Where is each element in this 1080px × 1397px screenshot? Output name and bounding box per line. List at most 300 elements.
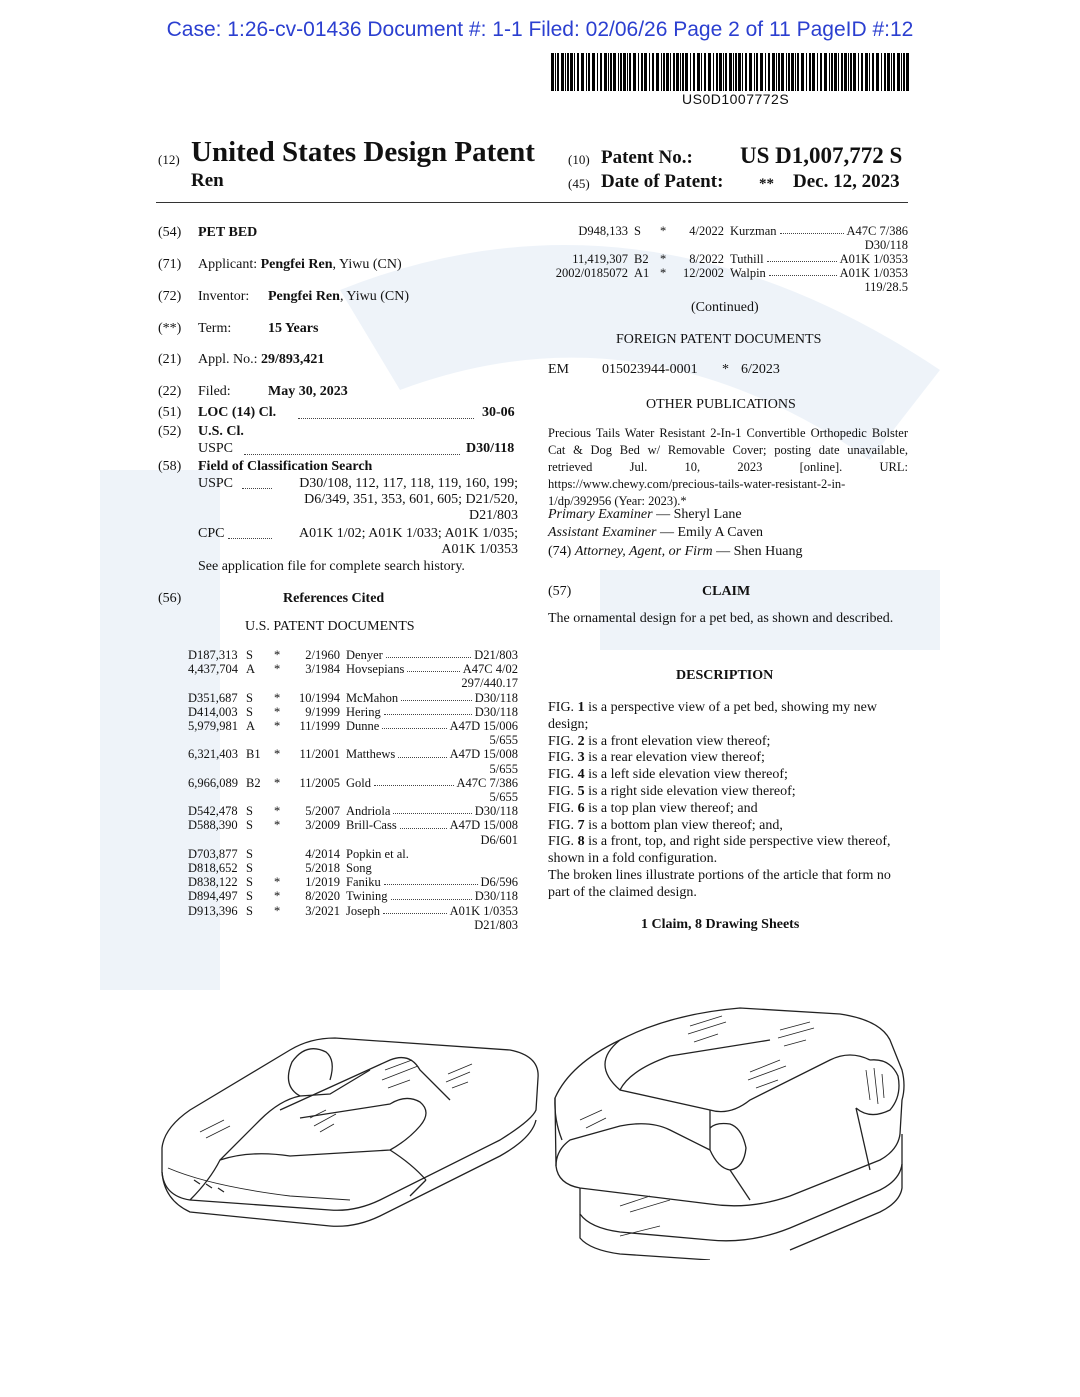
reference-name: Popkin et al. <box>346 846 409 861</box>
reference-leader-dots <box>767 252 837 262</box>
field-54-code: (54) <box>158 225 182 240</box>
barcode-bar <box>850 53 852 91</box>
reference-kind: A1 <box>634 266 650 280</box>
reference-class: A47C 7/386 <box>846 224 908 238</box>
description-line <box>548 818 908 835</box>
barcode-bar <box>733 53 734 91</box>
reference-number: 4,437,704 <box>188 662 238 677</box>
figure-number: 4 <box>577 767 585 783</box>
reference-name-group <box>346 747 518 761</box>
barcode-bar <box>749 53 752 91</box>
continued-reference-row <box>552 224 908 238</box>
figure-number: 5 <box>577 783 585 799</box>
barcode-bar <box>586 53 587 91</box>
description-text: is a rear elevation view thereof; <box>584 750 765 766</box>
fold-configuration-drawing <box>555 1008 904 1260</box>
reference-name-group <box>346 776 518 790</box>
reference-name: Song <box>346 861 372 876</box>
reference-name: Faniku <box>346 875 381 890</box>
reference-name-group <box>346 889 518 903</box>
description-prefix: FIG. <box>548 733 578 749</box>
continued-label: (Continued) <box>691 300 759 315</box>
reference-name: McMahon <box>346 690 399 705</box>
barcode-bar <box>570 53 573 91</box>
reference-row <box>188 747 518 761</box>
description-list <box>548 700 908 902</box>
reference-class: A01K 1/0353 <box>839 252 908 266</box>
primary-examiner-label: Primary Examiner <box>548 507 653 522</box>
barcode-bar <box>820 53 822 91</box>
reference-leader-dots <box>384 875 478 885</box>
code-10: (10) <box>568 152 590 167</box>
barcode-bar <box>735 53 737 91</box>
barcode-bar <box>865 53 868 91</box>
uspc-label: USPC <box>198 441 234 456</box>
reference-name-group <box>346 847 518 861</box>
reference-leader-dots <box>386 648 471 658</box>
reference-name-group <box>346 691 518 705</box>
pet-bed-drawings <box>150 1000 920 1260</box>
loc-value: 30-06 <box>482 405 515 420</box>
reference-name-group <box>346 719 518 733</box>
barcode-bar <box>663 53 665 91</box>
barcode-bar <box>824 53 827 91</box>
reference-star: * <box>274 903 281 918</box>
barcode-bar <box>887 53 890 91</box>
reference-number: D414,003 <box>188 704 238 719</box>
barcode-bar <box>729 53 732 91</box>
barcode-bar <box>581 53 584 91</box>
reference-star: * <box>274 804 281 819</box>
barcode-bar <box>872 53 874 91</box>
reference-name: Matthews <box>346 747 396 762</box>
primary-examiner-field <box>548 507 742 523</box>
barcode-bar <box>797 53 799 91</box>
reference-star: * <box>660 252 667 266</box>
reference-class: D30/118 <box>474 889 518 904</box>
primary-examiner-name: — Sheryl Lane <box>656 507 742 522</box>
barcode-image <box>551 53 911 91</box>
barcode-bar <box>829 53 830 91</box>
reference-number: 11,419,307 <box>572 252 628 266</box>
reference-name: Dunne <box>346 719 380 734</box>
us-patent-documents-label: U.S. PATENT DOCUMENTS <box>245 619 415 634</box>
reference-name-group <box>346 861 518 875</box>
barcode-bar <box>666 53 669 91</box>
applicant-location: , Yiwu (CN) <box>332 257 402 272</box>
barcode-bar <box>788 53 790 91</box>
patent-number: US D1,007,772 S <box>740 143 903 168</box>
description-prefix: FIG. <box>548 800 578 816</box>
reference-kind: A <box>246 662 256 677</box>
reference-name-group <box>346 804 518 818</box>
barcode-bar <box>809 53 811 91</box>
reference-number: D542,478 <box>188 804 238 819</box>
reference-leader-dots <box>382 719 446 729</box>
claim-code: (57) <box>548 584 572 599</box>
reference-leader-dots <box>401 691 472 701</box>
claim-text: The ornamental design for a pet bed, as shown and described. <box>548 611 894 626</box>
barcode-bar <box>756 53 758 91</box>
reference-date: 8/2022 <box>689 252 724 266</box>
description-text: is a left side elevation view thereof; <box>584 767 788 783</box>
description-line <box>548 767 908 784</box>
reference-kind: S <box>246 903 253 918</box>
reference-date: 12/2002 <box>683 266 724 280</box>
reference-star: * <box>274 648 281 662</box>
reference-subclass: 5/655 <box>489 790 518 805</box>
barcode-bar <box>848 53 849 91</box>
figure-number: 6 <box>577 800 585 816</box>
barcode-bar <box>719 53 722 91</box>
reference-star: * <box>274 690 281 705</box>
foreign-number: 015023944-0001 <box>602 362 698 377</box>
reference-class: A01K 1/0353 <box>449 903 518 918</box>
reference-leader-dots <box>769 266 837 276</box>
reference-star: * <box>274 704 281 719</box>
barcode-bar <box>693 53 695 91</box>
search-cpc-line-1: A01K 1/02; A01K 1/033; A01K 1/035; <box>299 526 518 541</box>
field-51-code: (51) <box>158 405 182 420</box>
reference-class: D30/118 <box>474 804 518 819</box>
barcode-bar <box>795 53 796 91</box>
reference-kind: S <box>246 704 253 719</box>
document-title: United States Design Patent <box>191 136 535 168</box>
description-text: is a front, top, and right side perspective view thereof, shown in a fold configuration. <box>548 834 891 867</box>
reference-star: * <box>274 662 281 677</box>
reference-leader-dots <box>393 804 471 814</box>
attorney-code: (74) <box>548 544 572 559</box>
reference-date: 4/2022 <box>689 224 724 238</box>
reference-class: A01K 1/0353 <box>839 266 908 280</box>
barcode-bar <box>597 53 598 91</box>
barcode-bar <box>716 53 718 91</box>
description-text: is a bottom plan view thereof; and, <box>584 817 783 833</box>
code-12: (12) <box>158 152 180 167</box>
barcode-bar <box>608 53 609 91</box>
reference-row <box>188 648 518 662</box>
applicant-label: Applicant: <box>198 257 258 272</box>
barcode-bar <box>760 53 763 91</box>
reference-row <box>188 818 518 832</box>
reference-name-group <box>346 662 518 676</box>
description-line <box>548 868 908 902</box>
barcode-bar <box>791 53 794 91</box>
reference-subclass: D6/601 <box>480 832 518 847</box>
barcode-bar <box>588 53 590 91</box>
barcode-bar <box>786 53 787 91</box>
barcode-bar <box>644 53 647 91</box>
reference-kind: S <box>246 889 253 904</box>
barcode-bar <box>891 53 892 91</box>
reference-date: 10/1994 <box>299 690 340 705</box>
reference-kind: S <box>634 224 641 238</box>
figure-number: 8 <box>577 834 585 850</box>
barcode-bar <box>725 53 727 91</box>
barcode-bar <box>876 53 879 91</box>
reference-name-group <box>730 224 908 238</box>
reference-number: 6,966,089 <box>188 775 238 790</box>
barcode-bar <box>685 53 688 91</box>
filed-value: May 30, 2023 <box>268 384 348 399</box>
pet-bed-drawing-svg <box>150 1000 920 1260</box>
attorney-name: — Shen Huang <box>716 544 803 559</box>
barcode-bar <box>742 53 743 91</box>
loc-leader-dots <box>298 418 474 419</box>
reference-star <box>274 847 288 861</box>
reference-number: D948,133 <box>578 224 628 238</box>
reference-class: D30/118 <box>474 690 518 705</box>
description-line <box>548 834 908 868</box>
barcode-bar <box>841 53 843 91</box>
reference-star: * <box>274 747 281 762</box>
description-prefix: FIG. <box>548 834 578 850</box>
reference-date: 11/2005 <box>299 775 340 790</box>
reference-date: 3/2021 <box>305 903 340 918</box>
assistant-examiner-label: Assistant Examiner <box>548 525 657 540</box>
search-cpc-line-2: A01K 1/0353 <box>441 542 518 557</box>
reference-row <box>188 691 518 705</box>
reference-name: Joseph <box>346 903 381 918</box>
continued-reference-row <box>552 266 908 280</box>
reference-leader-dots <box>780 224 844 234</box>
reference-name: Walpin <box>730 266 766 280</box>
reference-leader-dots <box>384 705 472 715</box>
reference-star: * <box>660 224 667 238</box>
barcode-bar <box>884 53 886 91</box>
reference-subclass: 5/655 <box>489 761 518 776</box>
description-line <box>548 801 908 818</box>
barcode-bar <box>610 53 612 91</box>
reference-kind: B1 <box>246 747 261 762</box>
reference-name: Gold <box>346 775 371 790</box>
reference-kind: S <box>246 861 253 876</box>
reference-number: D913,396 <box>188 903 238 918</box>
reference-star: * <box>274 889 281 904</box>
reference-date: 5/2018 <box>305 861 340 876</box>
reference-name: Kurzman <box>730 224 777 238</box>
barcode-bar <box>682 53 684 91</box>
reference-date: 2/1960 <box>305 648 340 662</box>
uspc-value: D30/118 <box>466 441 515 456</box>
barcode-bar <box>697 53 700 91</box>
barcode-bar <box>577 53 579 91</box>
barcode-bar <box>745 53 747 91</box>
flat-configuration-drawing <box>162 1038 538 1226</box>
barcode-bar <box>600 53 602 91</box>
applicant-field <box>198 257 402 273</box>
reference-class: A47C 4/02 <box>462 662 518 677</box>
claims-sheets-count: 1 Claim, 8 Drawing Sheets <box>641 917 800 932</box>
date-stars: ** <box>759 176 774 192</box>
barcode-bar <box>701 53 702 91</box>
description-text: The broken lines illustrate portions of the article that form no part of the claimed design. <box>548 867 891 900</box>
barcode-bar <box>629 53 631 91</box>
barcode-bar <box>831 53 833 91</box>
reference-name-group <box>346 705 518 719</box>
barcode-bar <box>817 53 818 91</box>
barcode-bar <box>561 53 564 91</box>
barcode-bar <box>738 53 741 91</box>
barcode-bar <box>881 53 882 91</box>
barcode-bar <box>765 53 766 91</box>
barcode-bar <box>567 53 569 91</box>
reference-leader-dots <box>391 889 472 899</box>
applicant-name: Pengfei Ren <box>260 257 333 272</box>
search-uspc-line-3: D21/803 <box>469 508 518 523</box>
reference-row <box>188 804 518 818</box>
code-45: (45) <box>568 176 590 191</box>
barcode-bar <box>574 53 575 91</box>
barcode-bar <box>623 53 626 91</box>
barcode-bar <box>869 53 870 91</box>
field-22-code: (22) <box>158 384 182 399</box>
inventor-surname: Ren <box>191 170 224 191</box>
reference-class: D6/596 <box>480 875 518 890</box>
barcode-bar <box>861 53 863 91</box>
reference-class: D30/118 <box>474 704 518 719</box>
reference-class: A47D 15/008 <box>449 818 518 833</box>
reference-kind: B2 <box>246 775 261 790</box>
barcode-text: US0D1007772S <box>682 91 790 107</box>
reference-kind: S <box>246 648 253 662</box>
barcode-bar <box>834 53 837 91</box>
barcode-bar <box>901 53 902 91</box>
inventor-field <box>268 289 409 305</box>
barcode-bar <box>656 53 659 91</box>
barcode-bar <box>772 53 775 91</box>
other-publications-label: OTHER PUBLICATIONS <box>646 397 796 412</box>
search-uspc-label: USPC <box>198 476 234 491</box>
reference-name-group <box>730 252 908 266</box>
barcode-bar <box>673 53 675 91</box>
search-cpc-dots <box>228 538 272 539</box>
reference-row <box>188 719 518 733</box>
barcode-bar <box>903 53 905 91</box>
term-value: 15 Years <box>268 321 319 336</box>
field-21-code: (21) <box>158 352 182 367</box>
barcode-bar <box>641 53 643 91</box>
figure-number: 3 <box>577 750 585 766</box>
barcode-bar <box>858 53 859 91</box>
reference-name: Twining <box>346 889 388 904</box>
inventor-name: Pengfei Ren <box>268 289 340 304</box>
patent-no-label: Patent No.: <box>601 147 693 168</box>
claim-label: CLAIM <box>702 584 751 599</box>
reference-name: Hering <box>346 704 381 719</box>
reference-name: Hovsepians <box>346 662 405 677</box>
reference-date: 1/2019 <box>305 875 340 890</box>
reference-kind: B2 <box>634 252 649 266</box>
reference-name-group <box>346 904 518 918</box>
search-history-note: See application file for complete search history. <box>198 559 465 574</box>
reference-star: * <box>274 719 281 734</box>
description-prefix: FIG. <box>548 767 578 783</box>
attorney-label: Attorney, Agent, or Firm <box>574 544 713 559</box>
us-references-list <box>188 648 518 932</box>
barcode-bar <box>708 53 711 91</box>
reference-row <box>188 904 518 918</box>
reference-star <box>274 861 288 875</box>
reference-subclass: 5/655 <box>489 733 518 748</box>
description-prefix: FIG. <box>548 783 578 799</box>
reference-date: 9/1999 <box>305 704 340 719</box>
invention-title: PET BED <box>198 225 258 240</box>
inventor-location: , Yiwu (CN) <box>339 289 410 304</box>
barcode-bar <box>613 53 616 91</box>
barcode-bar <box>723 53 724 91</box>
reference-number: D703,877 <box>188 846 238 861</box>
reference-subclass: D21/803 <box>474 917 518 932</box>
barcode-bar <box>680 53 681 91</box>
field-56-code: (56) <box>158 591 182 606</box>
reference-number: D894,497 <box>188 889 238 904</box>
reference-star: * <box>274 875 281 890</box>
barcode-bar <box>893 53 895 91</box>
references-cited-label: References Cited <box>283 591 385 606</box>
figure-number: 7 <box>577 817 585 833</box>
reference-number: D838,122 <box>188 875 238 890</box>
reference-kind: S <box>246 846 253 861</box>
case-header-line: Case: 1:26-cv-01436 Document #: 1-1 Filed: 02/06/26 Page 2 of 11 PageID #:12 <box>166 18 914 41</box>
foreign-date: 6/2023 <box>741 362 780 377</box>
reference-row <box>188 889 518 903</box>
term-label: Term: <box>198 321 232 336</box>
reference-class: A47D 15/008 <box>449 747 518 762</box>
reference-number: D818,652 <box>188 861 238 876</box>
inventor-label: Inventor: <box>198 289 250 304</box>
barcode-bar <box>704 53 706 91</box>
reference-row <box>188 662 518 676</box>
reference-star: * <box>274 818 281 833</box>
reference-leader-dots <box>398 747 446 757</box>
reference-number: D588,390 <box>188 818 238 833</box>
reference-name-group <box>346 875 518 889</box>
field-52-code: (52) <box>158 424 182 439</box>
barcode-bar <box>844 53 847 91</box>
reference-kind: S <box>246 818 253 833</box>
description-text: is a perspective view of a pet bed, showing my new design; <box>548 700 877 732</box>
reference-class: D21/803 <box>474 648 518 662</box>
date-of-patent: Dec. 12, 2023 <box>793 171 900 192</box>
barcode-bar <box>812 53 815 91</box>
uspc-leader-dots <box>244 454 460 455</box>
continued-reference-row <box>552 252 908 266</box>
description-line <box>548 750 908 767</box>
header-rule <box>156 202 908 203</box>
reference-date: 11/1999 <box>299 719 340 734</box>
barcode-bar <box>670 53 671 91</box>
description-label: DESCRIPTION <box>676 668 774 683</box>
barcode-bar <box>676 53 679 91</box>
reference-name-group <box>346 648 518 662</box>
reference-name: Andriola <box>346 804 391 819</box>
description-line <box>548 734 908 751</box>
reference-row <box>188 705 518 719</box>
reference-number: D351,687 <box>188 690 238 705</box>
barcode-bar <box>649 53 650 91</box>
reference-name: Brill-Cass <box>346 818 397 833</box>
barcode-bar <box>638 53 639 91</box>
barcode-bar <box>618 53 619 91</box>
barcode-bar <box>633 53 636 91</box>
reference-row <box>188 847 518 861</box>
barcode-bar <box>627 53 628 91</box>
barcode-bar <box>801 53 804 91</box>
barcode-bar <box>565 53 566 91</box>
reference-class: A47D 15/006 <box>449 719 518 734</box>
barcode-bar <box>838 53 839 91</box>
